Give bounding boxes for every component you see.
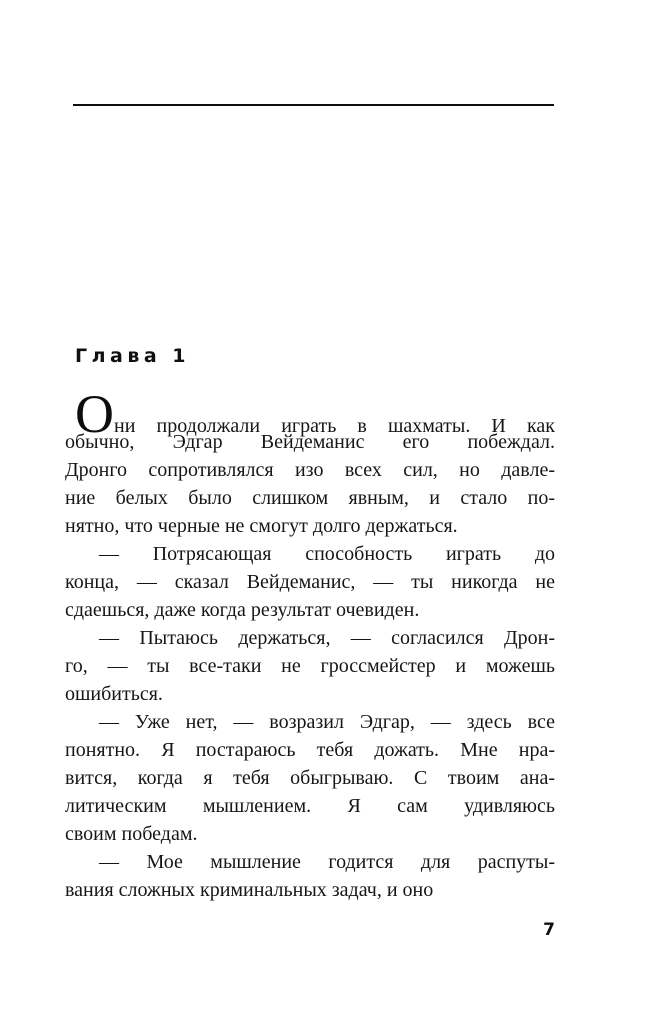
text-line: [65, 848, 555, 876]
paragraph: [65, 708, 555, 848]
text-line: [65, 792, 555, 820]
text-line: [65, 428, 555, 456]
line-text: — Потрясающая способность играть до: [99, 543, 555, 565]
text-line: [65, 484, 555, 512]
line-text: ошибиться.: [65, 683, 163, 705]
line-text: ни продолжали играть в шахматы. И как: [114, 415, 555, 437]
paragraph: [65, 848, 555, 904]
text-line: [65, 596, 555, 624]
header-rule: [73, 104, 554, 106]
line-text: ние белых было слишком явным, и стало по-: [65, 487, 555, 509]
paragraph: [65, 624, 555, 708]
line-text: — Уже нет, — возразил Эдгар, — здесь все: [99, 711, 555, 733]
text-line: [65, 680, 555, 708]
line-text: конца, — сказал Вейдеманис, — ты никогда не: [65, 571, 555, 593]
text-line: [65, 876, 555, 904]
line-text: обычно, Эдгар Вейдеманис его побеждал.: [65, 431, 555, 453]
text-line: [65, 652, 555, 680]
line-text: — Мое мышление годится для распуты-: [99, 851, 555, 873]
line-text: го, — ты все-таки не гроссмейстер и можешь: [65, 655, 555, 677]
text-line: [65, 512, 555, 540]
chapter-heading: Глава 1: [75, 345, 191, 367]
line-text: нятно, что черные не смогут долго держаться.: [65, 515, 458, 537]
text-line: [65, 568, 555, 596]
text-line: [65, 708, 555, 736]
text-line: [65, 540, 555, 568]
line-text: Дронго сопротивлялся изо всех сил, но давле-: [65, 459, 555, 481]
text-line: [65, 736, 555, 764]
line-text: вится, когда я тебя обыгрываю. С твоим ана-: [65, 767, 555, 789]
line-text: вания сложных криминальных задач, и оно: [65, 879, 434, 901]
line-text: понятно. Я постараюсь тебя дожать. Мне нра-: [65, 739, 555, 761]
line-text: своим победам.: [65, 823, 198, 845]
line-text: сдаешься, даже когда результат очевиден.: [65, 599, 420, 621]
text-line: [65, 820, 555, 848]
body-text: [65, 384, 555, 904]
page-number: 7: [543, 920, 555, 940]
text-line: [65, 764, 555, 792]
line-text: литическим мышлением. Я сам удивляюсь: [65, 795, 555, 817]
text-line: [65, 624, 555, 652]
line-text: — Пытаюсь держаться, — согласился Дрон-: [99, 627, 555, 649]
initial-drop-cap: О: [75, 384, 114, 444]
text-line: [65, 456, 555, 484]
paragraph: [65, 540, 555, 624]
paragraph: [65, 384, 555, 540]
